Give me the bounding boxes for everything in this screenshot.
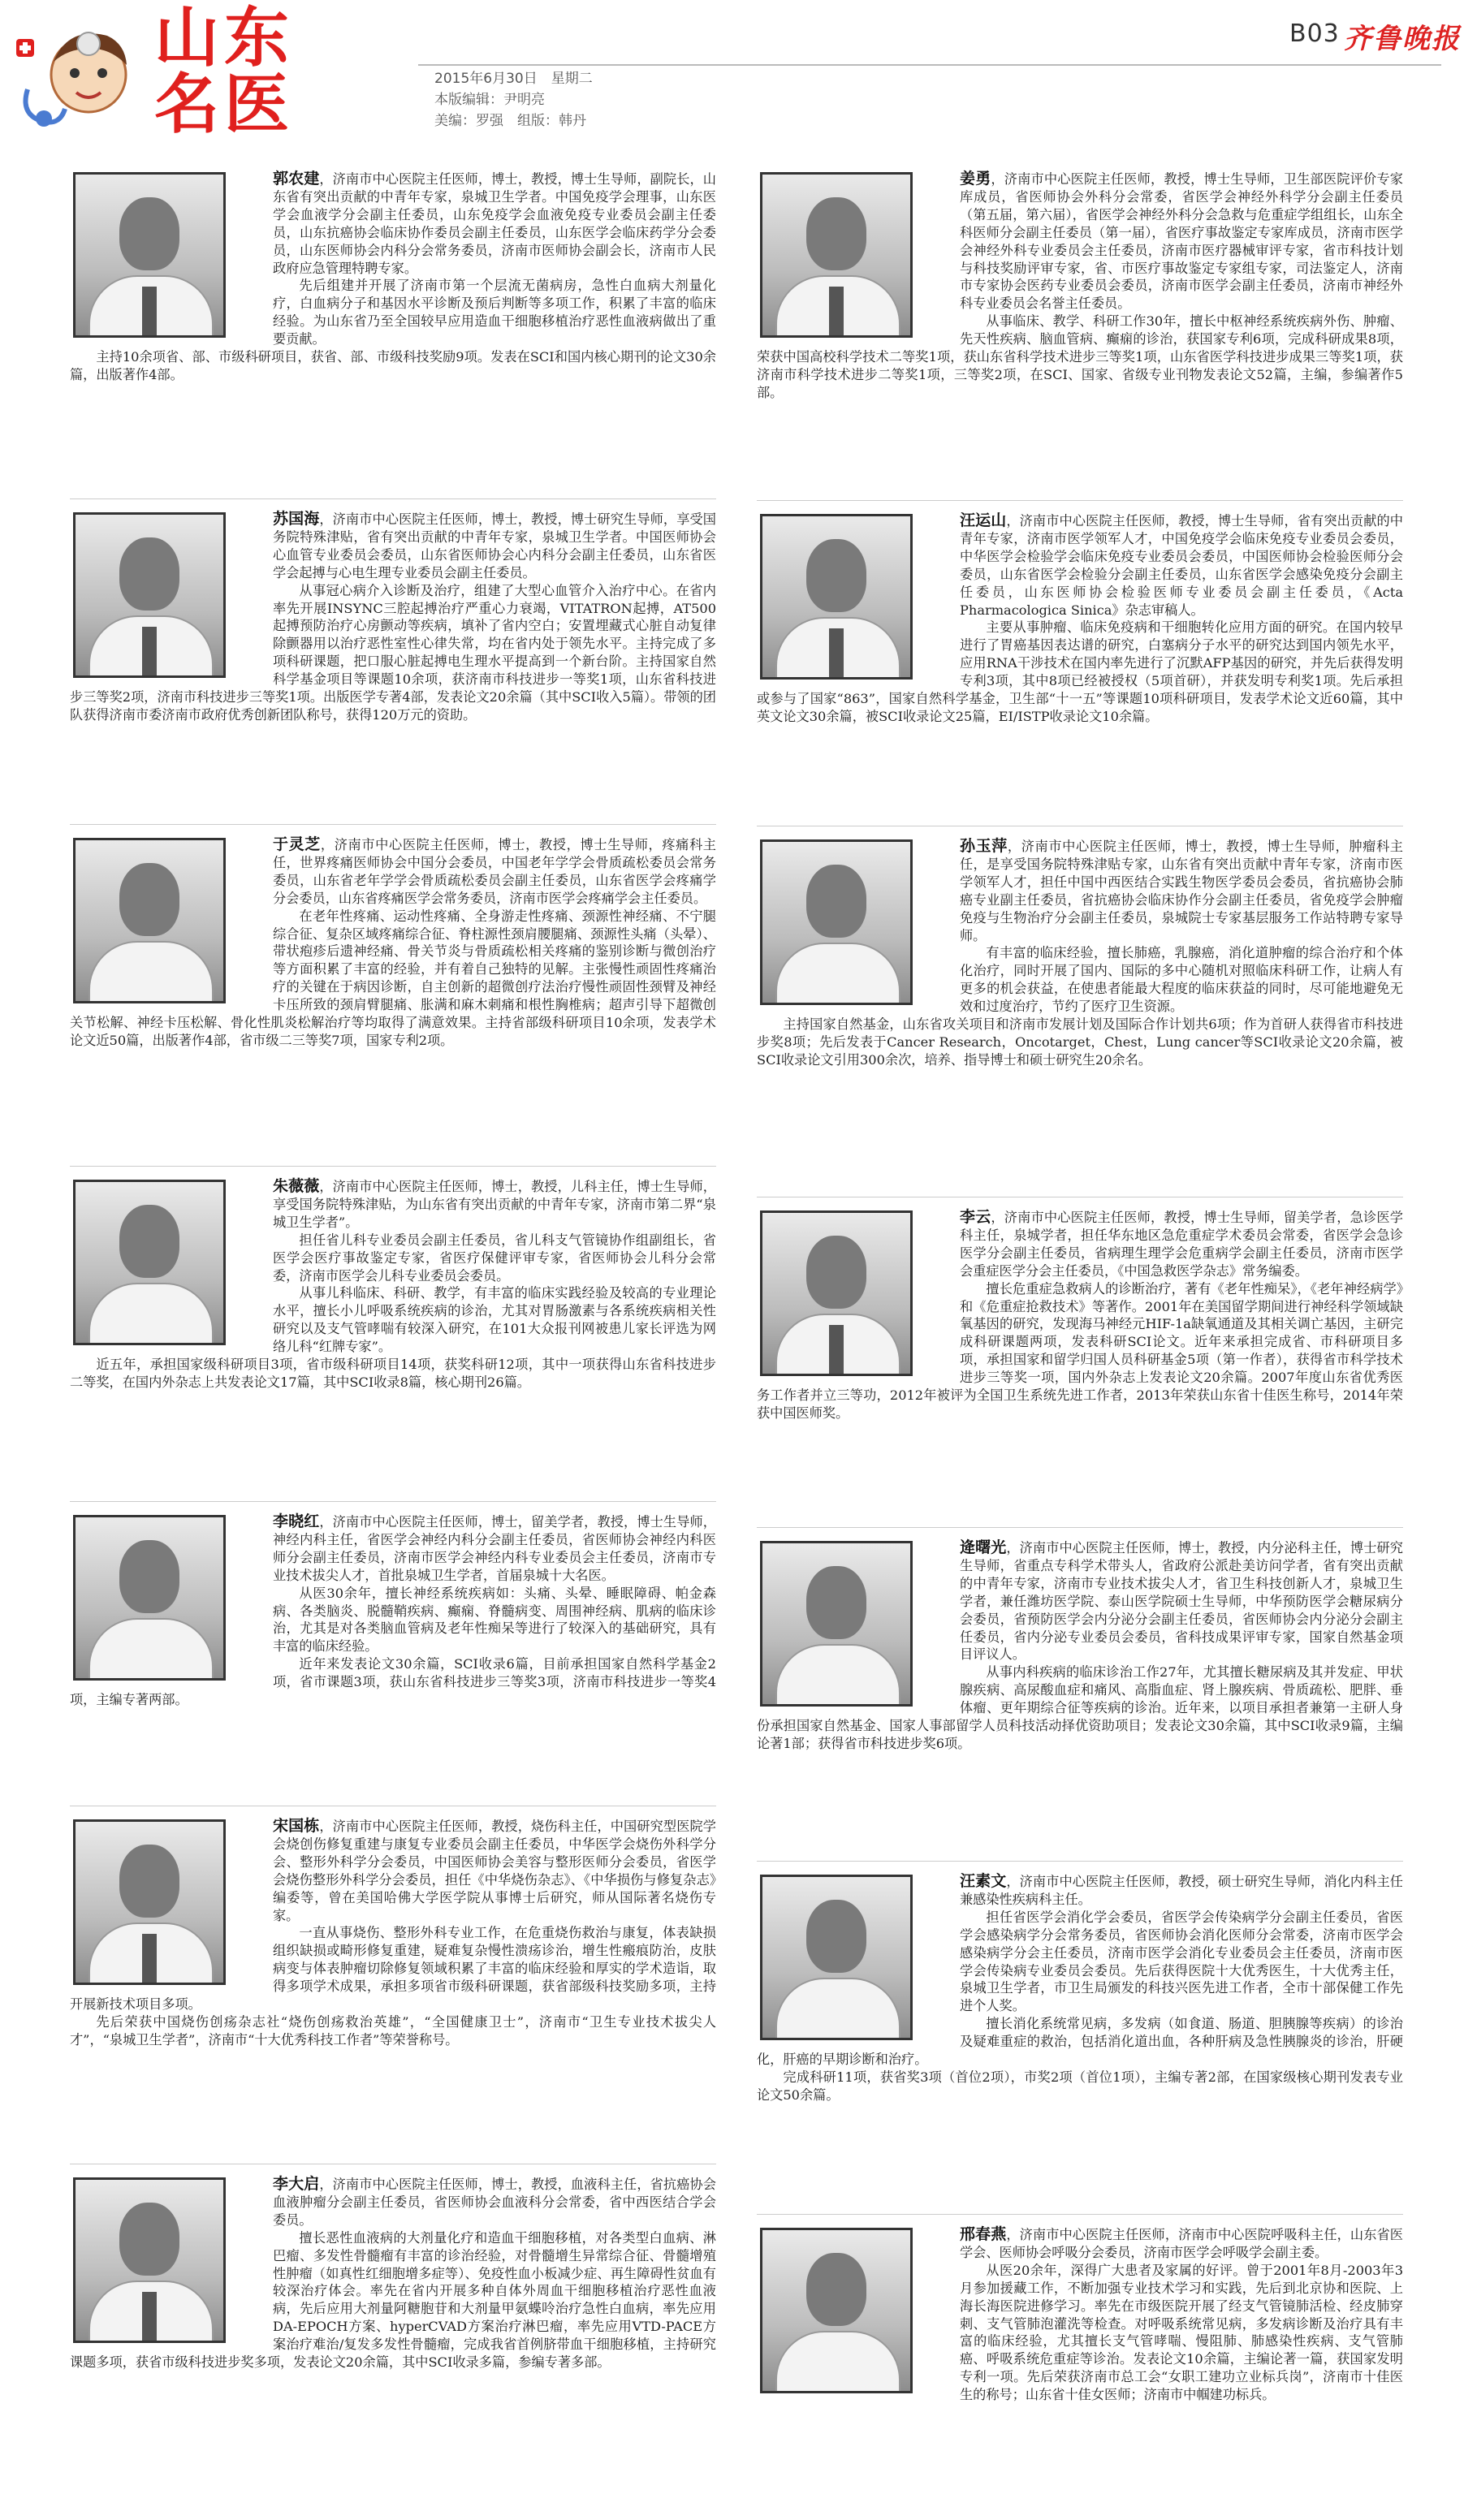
doctor-bio: 逄曙光，济南市中心医院主任医师，博士，教授，内分泌科主任，博士研究生导师，省重点专科学术带头人，省政府公派赴美访问学者，省有突出贡献的中青年专家，济南市专业技术拔尖人才，省卫生科技创新人才，泉城卫生学者，兼任潍坊医学院、泰山医学院硕士生导师，中华预防医学会糖尿病分会委员，省预防医学会内分泌分会副主任委员，省医师协会内分泌分会副主任委员，省内分泌专业委员会委员，省科技成果评审专家，国家自然基金项目评议人。 从事内科疾病的临床诊治工作27年，尤其擅长糖尿病及其并发症、甲状腺疾病、高尿酸血症和痛风、高脂血症、肾上腺疾病、骨质疏松、肥胖、垂体瘤、更年期综合征等疾病的诊治。近年来，以项目承担者兼第一主研人身份承担国家自然基金、国家人事部留学人员科技活动择优资助项目；发表论文30余篇，其中SCI收录9篇，主编论著1部；获得省市科技进步奖6项。 — [757, 1538, 1403, 1751]
doctor-card-wang-yunshan — [757, 501, 1403, 826]
doctor-bio: 朱薇薇，济南市中心医院主任医师，博士，教授，儿科主任，博士生导师，享受国务院特殊津贴，为山东省有突出贡献的中青年专家，济南市第二界“泉城卫生学者”。 担任省儿科专业委员会副主任委员，省儿科支气管镜协作组副组长，省医学会医疗事故鉴定专家，省医疗保健评审专家，省医师协会儿科分会常委，济南市医学会儿科专业委员会委员。 从事儿科临床、科研、教学，有丰富的临床实践经验及较高的专业理论水平，擅长小儿呼吸系统疾病的诊治，尤其对胃肠激素与各系统疾病相关性研究以及支气管哮喘有较深入研究，在101大众报刊网被患儿家长评选为网络儿科“红牌专家”。 近五年，承担国家级科研项目3项，省市级科研项目14项，获奖科研12项，其中一项获得山东省科技进步二等奖，在国内外杂志上共发表论文17篇，其中SCI收录8篇，核心期刊26篇。 — [70, 1177, 716, 1390]
doctor-name: 汪素文 — [960, 1872, 1007, 1890]
doctor-card-xing — [757, 2215, 1403, 2520]
doctor-name: 李云 — [960, 1208, 991, 1226]
doctor-card-su — [70, 499, 716, 825]
doctor-card-song — [70, 1806, 716, 2164]
doctor-bio: 宋国栋，济南市中心医院主任医师，教授，烧伤科主任，中国研究型医院学会烧创伤修复重建与康复专业委员会副主任委员，中华医学会烧伤外科学分会、整形外科学分会委员，中国医师协会美容与整形医师分会委员，省医学会烧伤整形外科学分会委员，担任《中华烧伤杂志》、《中华损伤与修复杂志》编委等，曾在美国哈佛大学医学院从事博士后研究，师从国际著名烧伤专家。 一直从事烧伤、整形外科专业工作，在危重烧伤救治与康复，体表缺损组织缺损或畸形修复重建，疑难复杂慢性溃疡诊治，增生性瘢痕防治，皮肤病变与体表肿瘤切除修复领域积累了丰富的临床经验和厚实的学术造诣，取得多项学术成果，承担多项省市级科研课题，获省部级科技奖励多项，主持开展新技术项目多项。 先后荣获中国烧伤创疡杂志社“烧伤创疡救治英雄”，“全国健康卫士”，济南市“卫生专业技术拔尖人才”，“泉城卫生学者”，济南市“十大优秀科技工作者”等荣誉称号。 — [70, 1817, 716, 2048]
doctor-name: 邢春燕 — [960, 2225, 1007, 2243]
doctor-mascot-icon — [11, 11, 149, 133]
doctor-bio: 李晓红，济南市中心医院主任医师，博士，留美学者，教授，博士生导师，神经内科主任，省医学会神经内科分会副主任委员，省医师协会神经内科医师分会副主任委员，济南市医学会神经内科专业委员会主任委员，济南市专业技术拔尖人才，首批泉城卫生学者，首届泉城十大名医。 从医30余年，擅长神经系统疾病如：头痛、头晕、睡眠障碍、帕金森病、各类脑炎、脱髓鞘疾病、癫痫、脊髓病变、周围神经病、肌病的临床诊治，尤其是对各类脑血管病及老年性痴呆等进行了较深入的基础研究，具有丰富的临床经验。 近年来发表论文30余篇，SCI收录6篇，目前承担国家自然科学基金2项，省市课题3项，获山东省科技进步三等奖3项，济南市科技进步一等奖4项，主编专著两部。 — [70, 1512, 716, 1708]
doctor-card-li-daqi — [70, 2164, 716, 2489]
design-credit: 美编：罗强 组版：韩丹 — [434, 113, 586, 129]
doctor-card-pang — [757, 1528, 1403, 1862]
doctor-bio: 于灵芝，济南市中心医院主任医师，博士，教授，博士生导师，疼痛科主任，世界疼痛医师协会中国分会委员，中国老年学学会骨质疏松委员会常务委员，山东省老年学学会骨质疏松委员会副主任委员，山东省医学会疼痛学分会委员，山东省疼痛医学会常务委员，济南市医学会疼痛学会主任委员。 在老年性疼痛、运动性疼痛、全身游走性疼痛、颈源性神经痛、不宁腿综合征、复杂区域疼痛综合征、脊柱源性颈肩腰腿痛、颈源性头痛（头晕）、带状疱疹后遗神经痛、骨关节炎与骨质疏松相关疼痛的鉴别诊断与微创治疗等方面积累了丰富的经验，并有着自己独特的见解。主张慢性顽固性疼痛治疗的关键在于病因诊断，自主创新的超微创疗法治疗慢性顽固性颈臂及神经卡压所致的颈肩臂腿痛、胀满和麻木刺痛和根性胸椎病；超声引导下超微创关节松解、神经卡压松解、骨化性肌炎松解治疗等均取得了满意效果。主持省部级科研项目10余项，发表学术论文近50篇，出版著作4部，省市级二三等奖7项，国家专利2项。 — [70, 835, 716, 1048]
doctor-name: 孙玉萍 — [960, 837, 1008, 855]
masthead-meta — [434, 68, 593, 132]
doctor-name: 苏国海 — [273, 510, 320, 528]
doctor-bio: 郭农建，济南市中心医院主任医师，博士，教授，博士生导师，副院长，山东省有突出贡献的中青年专家，泉城卫生学者。中国免疫学会理事，山东医学会血液学分会副主任委员，山东免疫学会血液免疫专业委员会副主任委员，山东抗癌协会临床协作委员会副主任委员，山东医学会临床药学分会委员，山东医师协会内科分会常务委员，济南市医师协会副会长，济南市人民政府应急管理特聘专家。 先后组建并开展了济南市第一个层流无菌病房，急性白血病大剂量化疗，白血病分子和基因水平诊断及预后判断等多项工作，积累了丰富的临床经验。为山东省乃至全国较早应用造血干细胞移植治疗恶性血液病做出了重要贡献。 主持10余项省、部、市级科研项目，获省、部、市级科技奖励9项。发表在SCI和国内核心期刊的论文30余篇，出版著作4部。 — [70, 170, 716, 382]
doctor-name: 李大启 — [273, 2175, 320, 2193]
doctor-card-li-xiaohong — [70, 1502, 716, 1806]
doctor-card-zhu — [70, 1167, 716, 1502]
doctor-bio: 汪运山，济南市中心医院主任医师，教授，博士生导师，省有突出贡献的中青年专家，济南市医学领军人才，中国免疫学会临床免疫专业委员会委员，中华医学会检验学会临床免疫专业委员会委员，中国医师协会检验医师分会委员，山东省医学会检验分会副主任委员，山东省医学会感染免疫分会副主任委员，山东医师协会检验医师专业委员会副主任委员，《Acta Pharmacologica Sinica》杂志审稿人。 主要从事肿瘤、临床免疫病和干细胞转化应用方面的研究。在国内较早进行了胃癌基因表达谱的研究，白塞病分子水平的研究达到国内领先水平，应用RNA干涉技术在国内率先进行了沉默AFP基因的研究，并先后获得发明专利3项，其中8项已经被授权（5项首研），并获发明专利奖1项。先后承担或参与了国家“863”，国家自然科学基金，卫生部“十一五”等课题10项科研项目，发表学术论文近60篇，其中英文论文30余篇，被SCI收录论文25篇，EI/ISTP收录论文10余篇。 — [757, 511, 1403, 724]
left-column — [70, 159, 716, 2489]
doctor-card-yu — [70, 825, 716, 1167]
doctor-bio: 苏国海，济南市中心医院主任医师，博士，教授，博士研究生导师，享受国务院特殊津贴，省有突出贡献的中青年专家，泉城卫生学者。中国医师协会心血管专业委员会委员，山东省医师协会心内科分会副主任委员，山东省医学会起搏与心电生理专业委员会副主任委员。 从事冠心病介入诊断及治疗，组建了大型心血管介入治疗中心。在省内率先开展INSYNC三腔起搏治疗严重心力衰竭，VITATRON起搏，AT500起搏预防治疗心房颤动等疾病，填补了省内空白；安置埋藏式心脏自动复律除颤器用以治疗恶性室性心律失常，均在省内处于领先水平。主持完成了多项科研课题，把口服心脏起搏电生理水平提高到一个新台阶。主持国家自然科学基金项目等课题10余项，获济南市科技进步一等奖1项，山东省科技进步三等奖2项，济南市科技进步三等奖1项。出版医学专著4部，发表论文20余篇（其中SCI收入5篇）。带领的团队获得济南市委济南市政府优秀创新团队称号，获得120万元的资助。 — [70, 510, 716, 723]
editor-credit: 本版编辑：尹明亮 — [434, 92, 545, 108]
doctor-bio: 李云，济南市中心医院主任医师，教授，博士生导师，留美学者，急诊医学科主任，泉城学者，担任华东地区急危重症学术委员会常委，省医学会急诊医学分会副主任委员，省病理生理学会危重病学会副主任委员，济南市医学会重症医学分会主任委员，《中国急救医学杂志》常务编委。 擅长危重症急救病人的诊断治疗，著有《老年性痴呆》，《老年神经病学》和《危重症抢救技术》等著作。2001年在美国留学期间进行神经科学领域缺氧基因的研究，发现海马神经元HIF-1a缺氧通道及其相关调亡基因，主研完成科研课题两项，发表科研SCI论文。近年来承担完成省、市科研项目多项，承担国家和留学归国人员科研基金5项（第一作者），获得省市科学技术进步三等奖一项，国内外杂志上发表论文20余篇。2007年度山东省优秀医务工作者并立三等功，2012年被评为全国卫生系统先进工作者，2013年荣获山东省十佳医生称号，2014年荣获中国医师奖。 — [757, 1208, 1403, 1421]
doctor-name: 郭农建 — [273, 170, 320, 188]
doctor-name: 汪运山 — [960, 511, 1007, 529]
masthead-rule — [418, 64, 1441, 66]
brand-line-2: 名医 — [154, 67, 294, 142]
brand-line-1: 山东 — [154, 0, 294, 76]
right-column — [757, 159, 1403, 2520]
doctor-card-guo — [70, 159, 716, 499]
doctor-bio: 孙玉萍，济南市中心医院主任医师，博士，教授，博士生导师，肿瘤科主任，是享受国务院特殊津贴专家，山东省有突出贡献中青年专家，济南市医学领军人才，担任中国中西医结合实践生物医学委员会委员，省抗癌协会肺癌专业副主任委员，省抗癌协会临床协作分会副主任委员，省免疫学会肿瘤免疫与生物治疗分会副主任委员，泉城院士专家基层服务工作站特聘专家导师。 有丰富的临床经验，擅长肺癌，乳腺癌，消化道肿瘤的综合治疗和个体化治疗，同时开展了国内、国际的多中心随机对照临床科研工作，让病人有更多的机会获益，在使患者能最大程度的临床获益的同时，尽可能地避免无效和过度治疗，节约了医疗卫生资源。 主持国家自然基金，山东省攻关项目和济南市发展计划及国际合作计划共6项；作为首研人获得省市科技进步奖8项；先后发表于Cancer Research，Oncotarget，Chest，Lung cancer等SCI收录论文20余篇，被SCI收录论文引用300余次，培养、指导博士和硕士研究生20余名。 — [757, 837, 1403, 1068]
masthead — [0, 0, 1464, 146]
doctor-card-sun — [757, 826, 1403, 1197]
page-number: B03 — [1289, 19, 1340, 48]
doctor-card-jiang — [757, 159, 1403, 501]
doctor-card-wang-suwen — [757, 1862, 1403, 2215]
doctor-name: 宋国栋 — [273, 1817, 320, 1835]
section-brand — [154, 0, 294, 142]
doctor-name: 朱薇薇 — [273, 1177, 320, 1195]
doctor-name: 于灵芝 — [273, 835, 321, 853]
doctor-card-li-yun — [757, 1197, 1403, 1528]
newspaper-logo: 齐鲁晚报 — [1344, 23, 1461, 55]
doctor-name: 李晓红 — [273, 1512, 320, 1530]
doctor-name: 姜勇 — [960, 170, 991, 188]
doctor-name: 逄曙光 — [960, 1538, 1007, 1556]
doctor-bio: 汪素文，济南市中心医院主任医师，教授，硕士研究生导师，消化内科主任兼感染性疾病科主任。 担任省医学会消化学会委员，省医学会传染病学分会副主任委员，省医学会感染病学分会常务委员，省医师协会消化医师分会常委，济南市医学会感染病学分会主任委员，济南市医学会消化专业委员会主任委员，济南市医学会传染病专业委员会委员。先后获得医院十大优秀医生，十大优秀主任，泉城卫生学者，市卫生局颁发的科技兴医先进工作者，全市十部保健工作先进个人奖。 擅长消化系统常见病，多发病（如食道、肠道、胆胰腺等疾病）的诊治及疑难重症的救治，包括消化道出血，各种肝病及急性胰腺炎的诊治，肝硬化，肝癌的早期诊断和治疗。 完成科研11项，获省奖3项（首位2项），市奖2项（首位1项），主编专著2部，在国家级核心期刊发表专业论文50余篇。 — [757, 1872, 1403, 2103]
issue-date: 2015年6月30日 星期二 — [434, 71, 593, 87]
doctor-bio: 李大启，济南市中心医院主任医师，博士，教授，血液科主任，省抗癌协会血液肿瘤分会副主任委员，省医师协会血液科分会常委，省中西医结合学会委员。 擅长恶性血液病的大剂量化疗和造血干细胞移植，对各类型白血病、淋巴瘤、多发性骨髓瘤有丰富的诊治经验，对骨髓增生异常综合征、骨髓增殖性肿瘤（如真性红细胞增多症等）、免疫性血小板减少症、再生障碍性贫血有较深治疗体会。率先在省内开展多种自体外周血干细胞移植治疗恶性血液病，先后应用大剂量阿糖胞苷和大剂量甲氨蝶呤治疗急性白血病，率先应用DA-EPOCH方案、hyperCVAD方案治疗淋巴瘤，率先应用VTD-PACE方案治疗难治/复发多发性骨髓瘤，完成我省首例脐带血干细胞移植，主持研究课题多项，获省市级科技进步奖多项，发表论文20余篇，其中SCI收录多篇，参编专著多部。 — [70, 2175, 716, 2371]
doctor-bio: 姜勇，济南市中心医院主任医师，教授，博士生导师，卫生部医院评价专家库成员，省医师协会外科分会常委，省医学会神经外科学分会副主任委员（第五届，第六届），省医学会神经外科分会急救与危重症学组组长，山东全科医师分会副主任委员（第一届），省医疗事故鉴定专家库成员，济南市医学会神经外科专业委员会主任委员，济南市医疗器械审评专家，省市科技计划与科技奖励评审专家，省、市医疗事故鉴定专家组专家，司法鉴定人，济南市专家协会医药专业委员会委员，济南市医学会副主任委员，济南市神经外科专业委员会名誉主任委员。 从事临床、教学、科研工作30年，擅长中枢神经系统疾病外伤、肿瘤、先天性疾病、脑血管病、癫痫的诊治，获国家专利6项，完成科研成果8项，荣获中国高校科学技术二等奖1项，获山东省科学技术进步三等奖1项，山东省医学科技进步成果三等奖1项，获济南市科学技术进步二等奖1项，三等奖2项，在SCI、国家、省级专业刊物发表论文52篇，主编，参编著作5部。 — [757, 170, 1403, 400]
doctor-bio: 邢春燕，济南市中心医院主任医师，济南市中心医院呼吸科主任，山东省医学会、医师协会呼吸分会委员，济南市医学会呼吸学会副主委。 从医20余年，深得广大患者及家属的好评。曾于2001年8月-2003年3月参加援藏工作，不断加强专业技术学习和实践，先后到北京协和医院、上海长海医院进修学习。率先在市级医院开展了经支气管镜肺活检、经皮肺穿刺、支气管肺泡灌洗等检查。对呼吸系统常见病，多发病诊断及治疗具有丰富的临床经验，尤其擅长支气管哮喘、慢阻肺、肺感染性疾病、支气管肺癌、呼吸系统危重症等诊治。发表论文10余篇，主编论著一篇，获国家发明专利一项。先后荣获济南市总工会“女职工建功立业标兵岗”，济南市十佳医生的称号；山东省十佳女医师；济南市中帼建功标兵。 — [960, 2225, 1403, 2403]
